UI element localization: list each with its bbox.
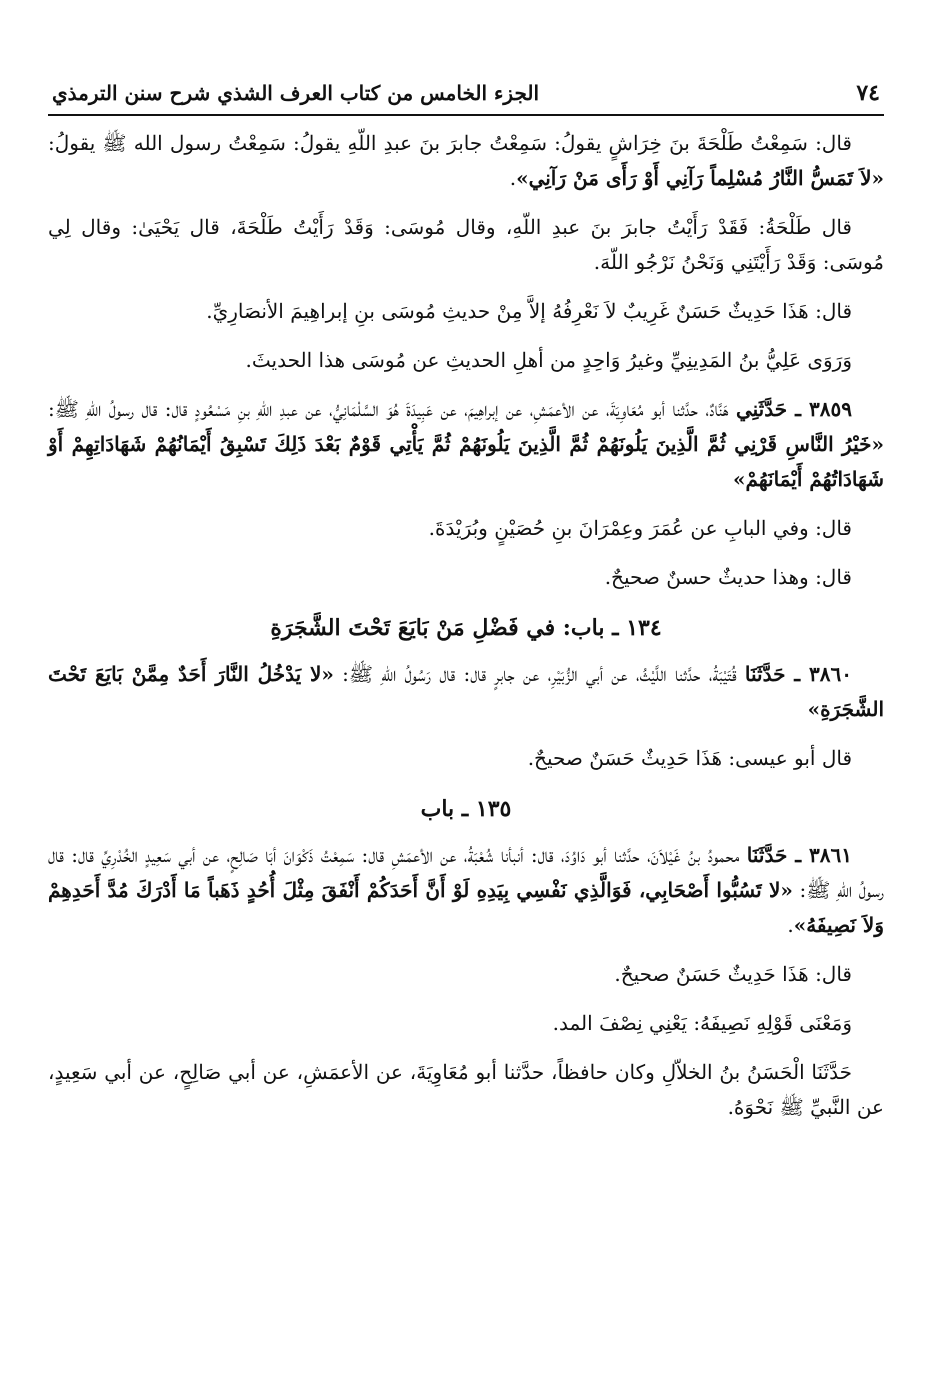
running-title: الجزء الخامس من كتاب العرف الشذي شرح سنن الترمذي — [52, 81, 540, 105]
paragraph-1-end: . — [509, 166, 517, 190]
paragraph-6: قال: وهذا حديثٌ حسنٌ صحيحٌ. — [604, 565, 852, 589]
hadith-quote: «لاَ تَمَسُّ النَّارُ مُسْلِماً رَآنِي أَوْ رَأَى مَنْ رَآنِي» — [516, 166, 884, 190]
paragraph-2: قال طَلْحَةُ: فَقَدْ رَأَيْتُ جابرَ بنَ عبدِ اللّهِ، وقال مُوسَى: وَقَدْ رَأَيْتُ طَلْحَةَ، قال يَحْيَىٰ: وقال لِي مُوسَى: وَقَدْ رَأَيْتَنِي وَنَحْنُ نَرْجُو اللّهَ. — [48, 215, 884, 274]
paragraph-5: قال: وفي البابِ عن عُمَرَ وعِمْرَانَ بنِ حُصَيْنٍ وبُرَيْدَةَ. — [428, 516, 852, 540]
page-number: ٧٤ — [856, 80, 880, 106]
paragraph-3: قال: هَذَا حَدِيثٌ حَسَنٌ غَرِيبٌ لاَ نَعْرِفُهُ إلاَّ مِنْ حديثِ مُوسَى بنِ إبراهِيمَ الأنصَارِيِّ. — [206, 299, 852, 323]
paragraph-1 — [48, 126, 884, 196]
paragraph-4: وَرَوَى عَلِيُّ بنُ المَدِينِيِّ وغيرُ وَاحِدٍ من أهلِ الحديثِ عن مُوسَى هذا الحديثَ. — [245, 348, 852, 372]
paragraph-8: قال: هَذَا حَدِيثٌ حَسَنٌ صحيحٌ. — [614, 962, 852, 986]
hadith-quote: «لا تَسُبُّوا أَصْحَابِي، فَوَالَّذِي نَفْسِي بِيَدِهِ لَوْ أَنَّ أَحَدَكُمْ أَنْفَقَ مِثْلَ أُحُدٍ ذَهَباً مَا أَدْرَكَ مُدَّ أَحَدِهِمْ وَلاَ نَصِيفَهُ» — [48, 878, 884, 937]
page-header — [48, 80, 884, 116]
hadith-quote: «خَيْرُ النَّاسِ قَرْنِي ثُمَّ الَّذِينَ يَلُونَهُمْ ثُمَّ الَّذِينَ يَلُونَهُمْ ثُمَّ يَأْتِي قَوْمٌ بَعْدَ ذَلِكَ تَسْبِقُ أَيْمَانُهُمْ شَهَادَاتِهِمْ أَوْ شَهَادَاتُهُمْ أَيْمَانَهُمْ» — [48, 432, 884, 491]
paragraph-10: حَدَّثَنَا الْحَسَنُ بنُ الخلاّلِ وكان حافظاً، حدَّثنا أبو مُعَاوِيَةَ، عن الأعمَشِ، عن أبي صَالِحٍ، عن أبي سَعِيدٍ، عن النَّبيِّ ﷺ نَحْوَهُ. — [48, 1060, 884, 1119]
hadith-3859 — [48, 392, 884, 497]
hadith-chain: هَنَّادٌ، حدَّثنا أبو مُعَاوِيَةَ، عن الأعمَشِ، عن إبراهِيمَ، عن عَبِيدَةَ هُوَ السَّلْمَانِيُّ، عن عبدِ اللّهِ بنِ مَسْعُودٍ قال: قال رسولُ اللّهِ ﷺ: — [48, 397, 736, 421]
hadith-chain: محمودُ بنُ غَيْلاَنَ، حدَّثنا أبو دَاوُدَ، قال: أنبأنا شُعْبَةُ، عن الأعمَشِ قال: سَمِعْتُ ذَكْوَانَ أبَا صَالِحٍ، عن أبي سَعِيدٍ الخُدْرِيِّ قال: قال رسولُ اللّهِ ﷺ: — [48, 843, 885, 902]
hadith-quote: «لا يَدْخُلُ النَّارَ أَحَدٌ مِمَّنْ بَايَعَ تَحْتَ الشَّجَرَةِ» — [48, 662, 884, 721]
chapter-heading-134: ١٣٤ ـ باب: في فَضْلِ مَنْ بَايَعَ تَحْتَ الشَّجَرَةِ — [270, 615, 662, 641]
page-content — [48, 126, 884, 1125]
paragraph-7: قال أبو عيسى: هَذَا حَدِيثٌ حَسَنٌ صحيحٌ. — [527, 746, 852, 770]
hadith-end: . — [787, 913, 794, 937]
page — [48, 80, 884, 1357]
hadith-number: ٣٨٥٩ ـ حَدَّثَنِي — [735, 397, 852, 421]
hadith-3861 — [48, 838, 884, 943]
hadith-chain: قُتَيْبَةُ، حدَّثنا اللَّيْثُ، عن أبي الزُّبَيْرِ، عن جابرٍ قال: قال رَسُولُ اللّهِ ﷺ: — [333, 662, 745, 686]
paragraph-9: وَمَعْنَى قَوْلِهِ نَصِيفَهُ: يَعْنِي نِصْفَ المد. — [552, 1011, 852, 1035]
paragraph-1-text: قال: سَمِعْتُ طَلْحَةَ بنَ خِرَاشٍ يقولُ: سَمِعْتُ جابرَ بنَ عبدِ اللّهِ يقولُ: سَمِعْتُ رسول الله ﷺ يقولُ: — [48, 131, 852, 155]
hadith-3860 — [48, 657, 884, 727]
hadith-number: ٣٨٦٠ ـ حَدَّثَنَا — [744, 662, 852, 686]
chapter-heading-135: ١٣٥ ـ باب — [420, 796, 512, 822]
hadith-number: ٣٨٦١ ـ حَدَّثَنَا — [746, 843, 853, 867]
